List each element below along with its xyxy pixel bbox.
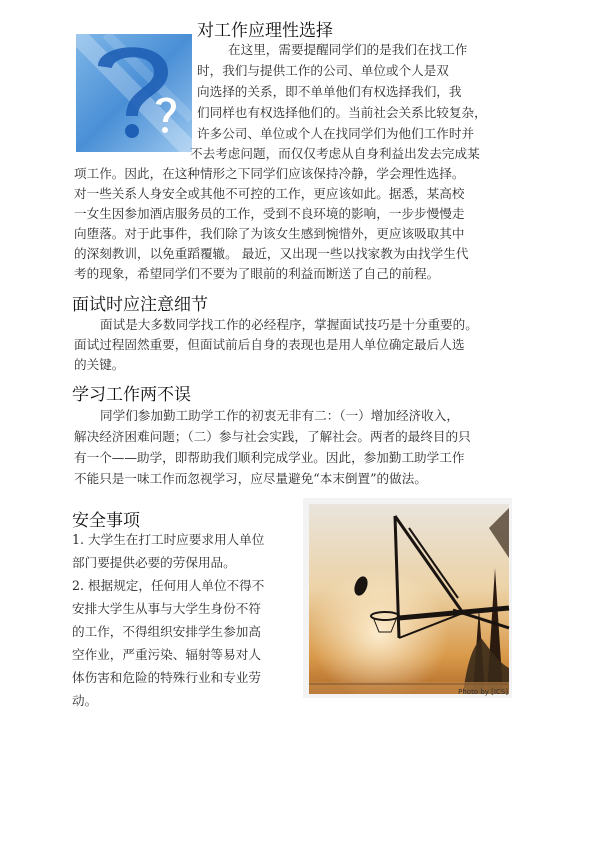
question-mark-illustration [76, 34, 192, 152]
section1-line-4: 们同样也有权选择他们的。当前社会关系比较复杂， [197, 105, 487, 120]
safety-line-7: 体伤害和危险的特殊行业和专业劳 [72, 670, 261, 685]
safety-line-2: 部门要提供必要的劳保用品。 [72, 555, 236, 570]
section1-line-6: 不去考虑问题，而仅仅考虑从自身利益出发去完成某 [190, 146, 480, 161]
section2-line-3: 的关键。 [74, 357, 125, 372]
safety-line-8: 动。 [72, 693, 98, 708]
section2-line-1: 面试是大多数同学找工作的必经程序，掌握面试技巧是十分重要的。 [100, 317, 478, 332]
section1-line-5: 许多公司、单位或个人在找同学们为他们工作时并 [197, 126, 475, 141]
safety-line-1: 1. 大学生在打工时应要求用人单位 [72, 532, 265, 547]
photo-credit: Photo by [ICS] [458, 688, 508, 696]
section1-line-7: 项工作。因此，在这种情形之下同学们应该保持冷静，学会理性选择。 [74, 166, 465, 181]
safety-line-3: 2. 根据规定，任何用人单位不得不 [72, 578, 265, 593]
section1-line-11: 的深刻教训，以免重蹈覆辙。 最近，又出现一些以找家教为由找学生代 [74, 246, 469, 261]
section3-line-3: 有一个——助学，即帮助我们顺利完成学业。因此，参加勤工助学工作 [74, 450, 465, 465]
section1-line-2: 时，我们与提供工作的公司、单位或个人是双 [197, 63, 449, 78]
safety-line-4: 安排大学生从事与大学生身份不符 [72, 601, 261, 616]
section-title-rational-choice: 对工作应理性选择 [197, 21, 333, 41]
section1-line-10: 向堕落。对于此事件，我们除了为该女生感到惋惜外，更应该吸取其中 [74, 226, 465, 241]
section1-line-9: 一女生因参加酒店服务员的工作，受到不良环境的影响，一步步慢慢走 [74, 206, 465, 221]
section-title-safety: 安全事项 [72, 511, 140, 531]
section-title-study-and-work: 学习工作两不误 [72, 385, 191, 405]
section3-line-4: 不能只是一味工作而忽视学习，应尽量避免“本末倒置”的做法。 [74, 471, 427, 486]
section3-line-1: 同学们参加勤工助学工作的初衷无非有二：（一）增加经济收入， [100, 408, 459, 423]
section2-line-2: 面试过程固然重要，但面试前后自身的表现也是用人单位确定最后人选 [74, 337, 465, 352]
safety-line-5: 的工作，不得组织安排学生参加高 [72, 624, 261, 639]
section3-line-2: 解决经济困难问题；（二）参与社会实践，了解社会。两者的最终目的只 [74, 429, 471, 444]
section1-line-8: 对一些关系人身安全或其他不可控的工作，更应该如此。据悉，某高校 [74, 186, 465, 201]
section-title-interview-details: 面试时应注意细节 [72, 295, 208, 315]
section1-line-12: 考的现象，希望同学们不要为了眼前的利益而断送了自己的前程。 [74, 266, 440, 281]
basketball-hoop-photo [303, 498, 512, 698]
safety-line-6: 空作业，严重污染、辐射等易对人 [72, 647, 261, 662]
section1-line-1: 在这里，需要提醒同学们的是我们在找工作 [228, 42, 468, 57]
section1-line-3: 向选择的关系，即不单单他们有权选择我们，我 [197, 84, 462, 99]
